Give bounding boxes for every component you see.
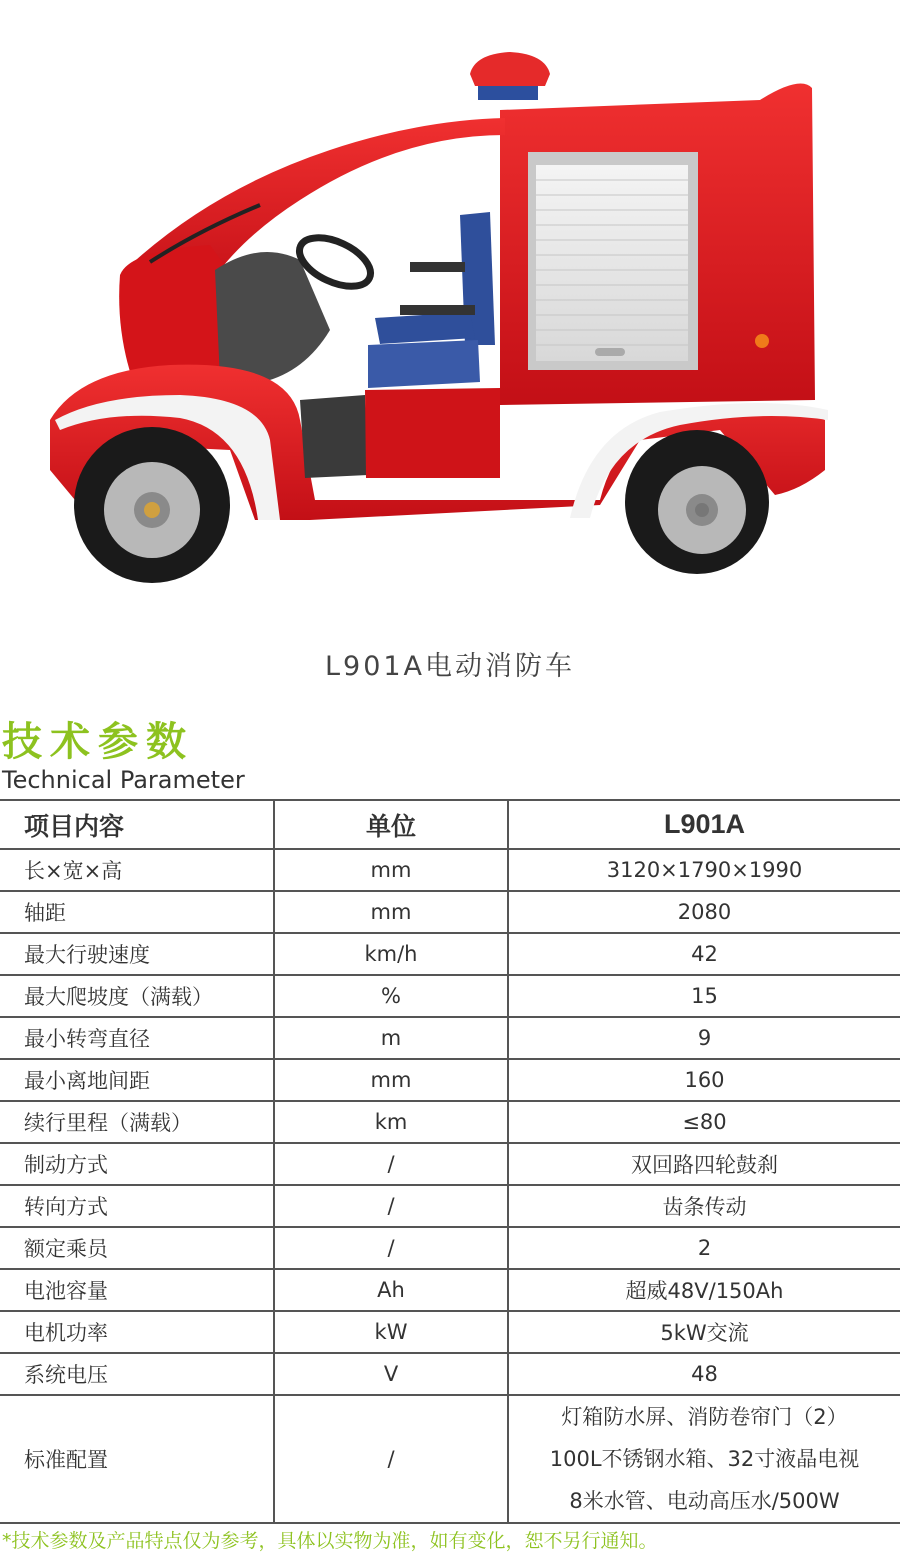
- row-value: ≤80: [508, 1101, 900, 1143]
- row-value: 3120×1790×1990: [508, 849, 900, 891]
- table-row: [0, 1269, 900, 1311]
- row-label: 续行里程（满载）: [0, 1101, 274, 1143]
- row-value: 超威48V/150Ah: [508, 1269, 900, 1311]
- row-unit: km/h: [274, 933, 508, 975]
- row-unit: /: [274, 1185, 508, 1227]
- row-unit: %: [274, 975, 508, 1017]
- table-row: [0, 891, 900, 933]
- table-row: [0, 849, 900, 891]
- config-line: 100L不锈钢水箱、32寸液晶电视: [549, 1447, 860, 1471]
- section-title-en: Technical Parameter: [2, 766, 245, 794]
- spec-table: [0, 799, 900, 1524]
- row-label: 电池容量: [0, 1269, 274, 1311]
- table-row: [0, 975, 900, 1017]
- row-label: 最小转弯直径: [0, 1017, 274, 1059]
- row-value: 160: [508, 1059, 900, 1101]
- config-line: 灯箱防水屏、消防卷帘门（2）: [561, 1405, 848, 1429]
- table-row: [0, 933, 900, 975]
- table-row: [0, 1353, 900, 1395]
- table-row: [0, 1059, 900, 1101]
- row-unit: mm: [274, 891, 508, 933]
- header-unit: 单位: [274, 800, 508, 849]
- section-title-cn: 技术参数: [2, 719, 194, 765]
- row-unit: /: [274, 1395, 508, 1523]
- row-value: 42: [508, 933, 900, 975]
- row-label: 额定乘员: [0, 1227, 274, 1269]
- row-label: 最小离地间距: [0, 1059, 274, 1101]
- row-label: 制动方式: [0, 1143, 274, 1185]
- row-label: 轴距: [0, 891, 274, 933]
- row-label: 标准配置: [0, 1395, 274, 1523]
- header-model: L901A: [508, 800, 900, 849]
- product-caption: L901A电动消防车: [324, 651, 576, 682]
- table-header-row: [0, 800, 900, 849]
- table-row-config: [0, 1395, 900, 1523]
- row-unit: kW: [274, 1311, 508, 1353]
- row-value: 48: [508, 1353, 900, 1395]
- table-row: [0, 1227, 900, 1269]
- table-row: [0, 1101, 900, 1143]
- row-label: 转向方式: [0, 1185, 274, 1227]
- row-unit: m: [274, 1017, 508, 1059]
- row-label: 最大爬坡度（满载）: [0, 975, 274, 1017]
- row-label: 系统电压: [0, 1353, 274, 1395]
- config-values: [508, 1395, 900, 1523]
- row-value: 9: [508, 1017, 900, 1059]
- row-unit: mm: [274, 1059, 508, 1101]
- row-value: 齿条传动: [508, 1185, 900, 1227]
- row-unit: /: [274, 1227, 508, 1269]
- row-unit: mm: [274, 849, 508, 891]
- row-label: 最大行驶速度: [0, 933, 274, 975]
- header-item: 项目内容: [0, 800, 274, 849]
- table-row: [0, 1185, 900, 1227]
- row-value: 15: [508, 975, 900, 1017]
- row-unit: Ah: [274, 1269, 508, 1311]
- table-row: [0, 1311, 900, 1353]
- row-unit: km: [274, 1101, 508, 1143]
- row-value: 2: [508, 1227, 900, 1269]
- disclaimer-note: *技术参数及产品特点仅为参考，具体以实物为准，如有变化，恕不另行通知。: [2, 1530, 658, 1552]
- row-value: 5kW交流: [508, 1311, 900, 1353]
- row-label: 电机功率: [0, 1311, 274, 1353]
- config-line: 8米水管、电动高压水/500W: [569, 1489, 840, 1513]
- table-row: [0, 1017, 900, 1059]
- table-row: [0, 1143, 900, 1185]
- row-unit: V: [274, 1353, 508, 1395]
- fire-truck-image: [0, 0, 900, 620]
- row-value: 2080: [508, 891, 900, 933]
- row-label: 长×宽×高: [0, 849, 274, 891]
- row-value: 双回路四轮鼓刹: [508, 1143, 900, 1185]
- row-unit: /: [274, 1143, 508, 1185]
